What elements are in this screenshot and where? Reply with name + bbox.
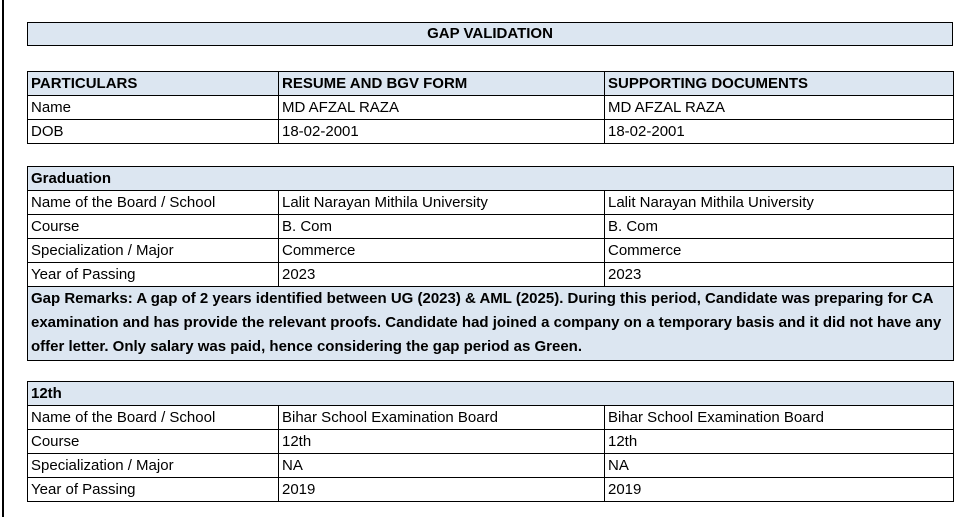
row-label: Year of Passing bbox=[28, 478, 279, 502]
personal-table bbox=[27, 71, 953, 144]
table-row bbox=[28, 478, 954, 502]
row-docs-value: Lalit Narayan Mithila University bbox=[605, 191, 954, 215]
table-row bbox=[28, 120, 954, 144]
section-heading-row bbox=[28, 167, 954, 191]
remarks-row bbox=[28, 287, 954, 361]
graduation-table bbox=[27, 166, 953, 361]
header-particulars: PARTICULARS bbox=[28, 72, 279, 96]
twelfth-table bbox=[27, 381, 953, 502]
left-border-line bbox=[2, 0, 4, 517]
header-resume: RESUME AND BGV FORM bbox=[279, 72, 605, 96]
table-row bbox=[28, 191, 954, 215]
section-heading: 12th bbox=[28, 382, 954, 406]
row-label: Name bbox=[28, 96, 279, 120]
row-resume-value: 2019 bbox=[279, 478, 605, 502]
row-label: Name of the Board / School bbox=[28, 191, 279, 215]
row-label: Specialization / Major bbox=[28, 454, 279, 478]
title-block bbox=[27, 22, 953, 46]
row-resume-value: Bihar School Examination Board bbox=[279, 406, 605, 430]
row-resume-value: 2023 bbox=[279, 263, 605, 287]
row-docs-value: 2019 bbox=[605, 478, 954, 502]
row-label: Year of Passing bbox=[28, 263, 279, 287]
page-title: GAP VALIDATION bbox=[28, 23, 953, 46]
table-row bbox=[28, 239, 954, 263]
table-row bbox=[28, 430, 954, 454]
row-resume-value: 12th bbox=[279, 430, 605, 454]
row-label: DOB bbox=[28, 120, 279, 144]
row-docs-value: NA bbox=[605, 454, 954, 478]
section-heading: Graduation bbox=[28, 167, 954, 191]
row-label: Course bbox=[28, 215, 279, 239]
row-docs-value: Bihar School Examination Board bbox=[605, 406, 954, 430]
row-resume-value: NA bbox=[279, 454, 605, 478]
table-row bbox=[28, 96, 954, 120]
row-resume-value: Lalit Narayan Mithila University bbox=[279, 191, 605, 215]
row-resume-value: Commerce bbox=[279, 239, 605, 263]
table-row bbox=[28, 454, 954, 478]
table-row bbox=[28, 263, 954, 287]
row-docs-value: B. Com bbox=[605, 215, 954, 239]
row-docs-value: Commerce bbox=[605, 239, 954, 263]
header-row bbox=[28, 72, 954, 96]
row-resume-value: B. Com bbox=[279, 215, 605, 239]
row-docs-value: 18-02-2001 bbox=[605, 120, 954, 144]
row-label: Course bbox=[28, 430, 279, 454]
row-docs-value: 12th bbox=[605, 430, 954, 454]
table-row bbox=[28, 215, 954, 239]
row-resume-value: 18-02-2001 bbox=[279, 120, 605, 144]
section-heading-row bbox=[28, 382, 954, 406]
row-resume-value: MD AFZAL RAZA bbox=[279, 96, 605, 120]
row-label: Specialization / Major bbox=[28, 239, 279, 263]
header-supporting: SUPPORTING DOCUMENTS bbox=[605, 72, 954, 96]
row-docs-value: MD AFZAL RAZA bbox=[605, 96, 954, 120]
table-row bbox=[28, 406, 954, 430]
row-docs-value: 2023 bbox=[605, 263, 954, 287]
row-label: Name of the Board / School bbox=[28, 406, 279, 430]
gap-remarks: Gap Remarks: A gap of 2 years identified between UG (2023) & AML (2025). During this period, Candidate was preparing for CA examination and has provide the relevant proofs. Candidate had joined a company on a temporary basis and it did not have any offer letter. Only salary was paid, hence considering the gap period as Green. bbox=[28, 287, 954, 361]
